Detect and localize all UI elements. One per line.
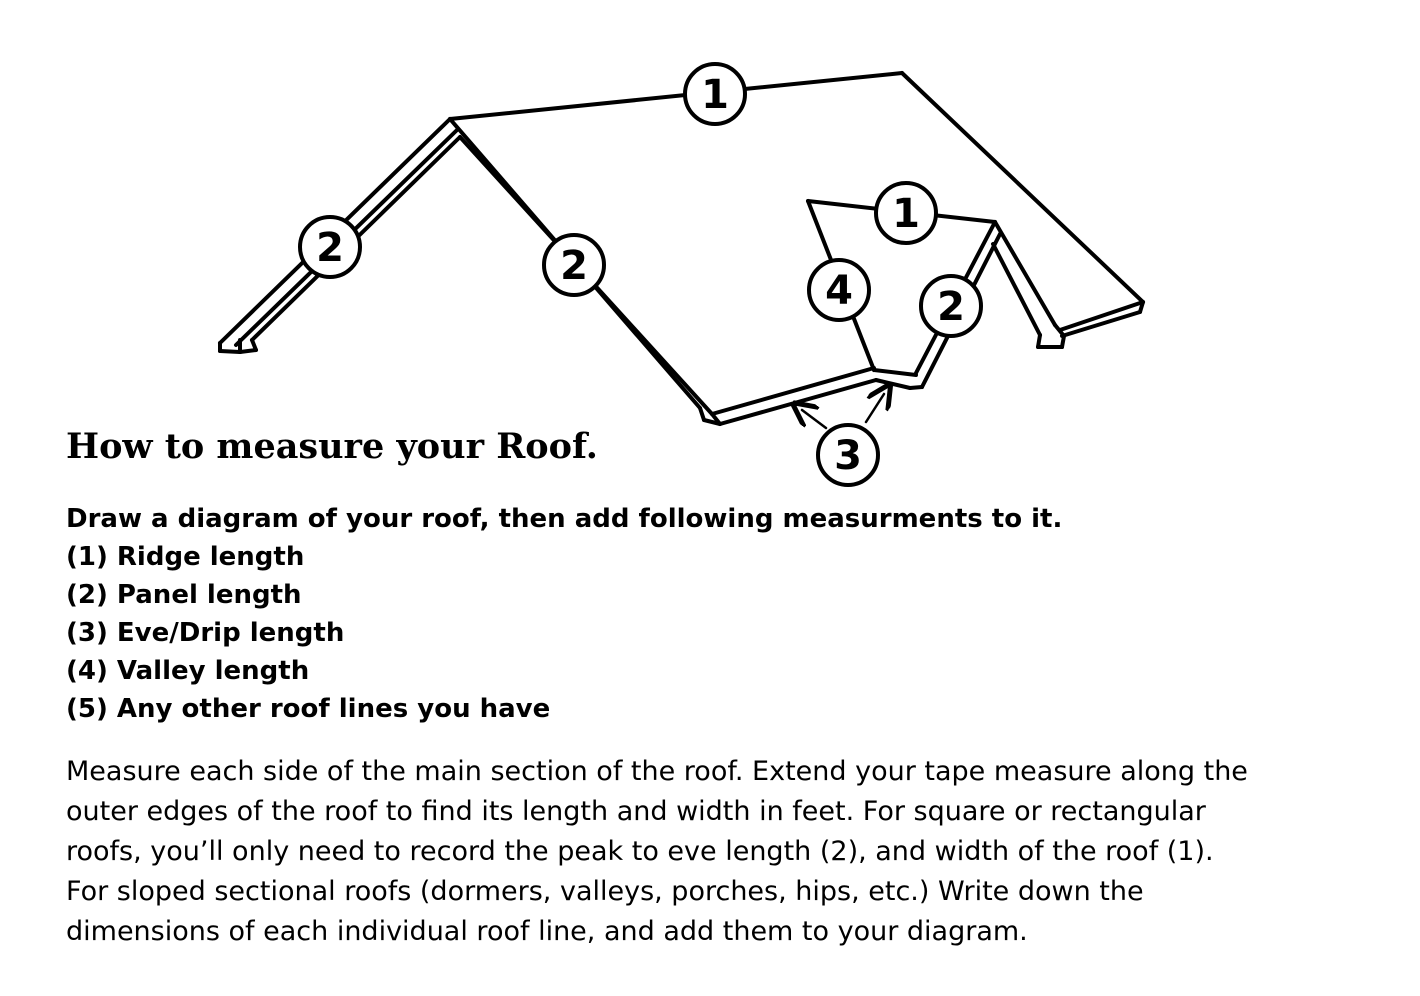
measurement-marker-panel-left [300,217,360,277]
measurement-marker-eave [818,425,878,485]
measurement-marker-ridge-dormer [876,183,936,243]
svg-text:2: 2 [316,225,344,271]
body-line: For sloped sectional roofs (dormers, valleys, porches, hips, etc.) Write down the [66,876,1144,907]
svg-text:1: 1 [892,191,920,237]
body-line: Measure each side of the main section of the roof. Extend your tape measure along the [66,756,1248,787]
measurement-marker-ridge-main [685,64,745,124]
svg-text:2: 2 [937,284,965,330]
svg-text:2: 2 [560,243,588,289]
list-item: (2) Panel length [66,580,302,610]
list-item: (1) Ridge length [66,542,305,572]
body-line: outer edges of the roof to find its length and width in feet. For square or rectangular [66,796,1206,827]
list-item: (5) Any other roof lines you have [66,694,551,724]
page-title: How to measure your Roof. [66,426,598,467]
body-paragraph [66,752,1386,952]
measurement-marker-valley [809,260,869,320]
list-item: (3) Eve/Drip length [66,618,345,648]
svg-text:1: 1 [701,72,729,118]
body-line: roofs, you’ll only need to record the peak to eve length (2), and width of the roof (1). [66,836,1214,867]
instructions-intro: Draw a diagram of your roof, then add following measurments to it. [66,504,1063,534]
instructions [66,500,1062,728]
svg-text:4: 4 [825,268,853,314]
svg-text:3: 3 [834,433,862,479]
list-item: (4) Valley length [66,656,310,686]
measurement-marker-panel-dormer [921,276,981,336]
measurement-marker-panel-front [544,235,604,295]
body-line: dimensions of each individual roof line, and add them to your diagram. [66,916,1028,947]
